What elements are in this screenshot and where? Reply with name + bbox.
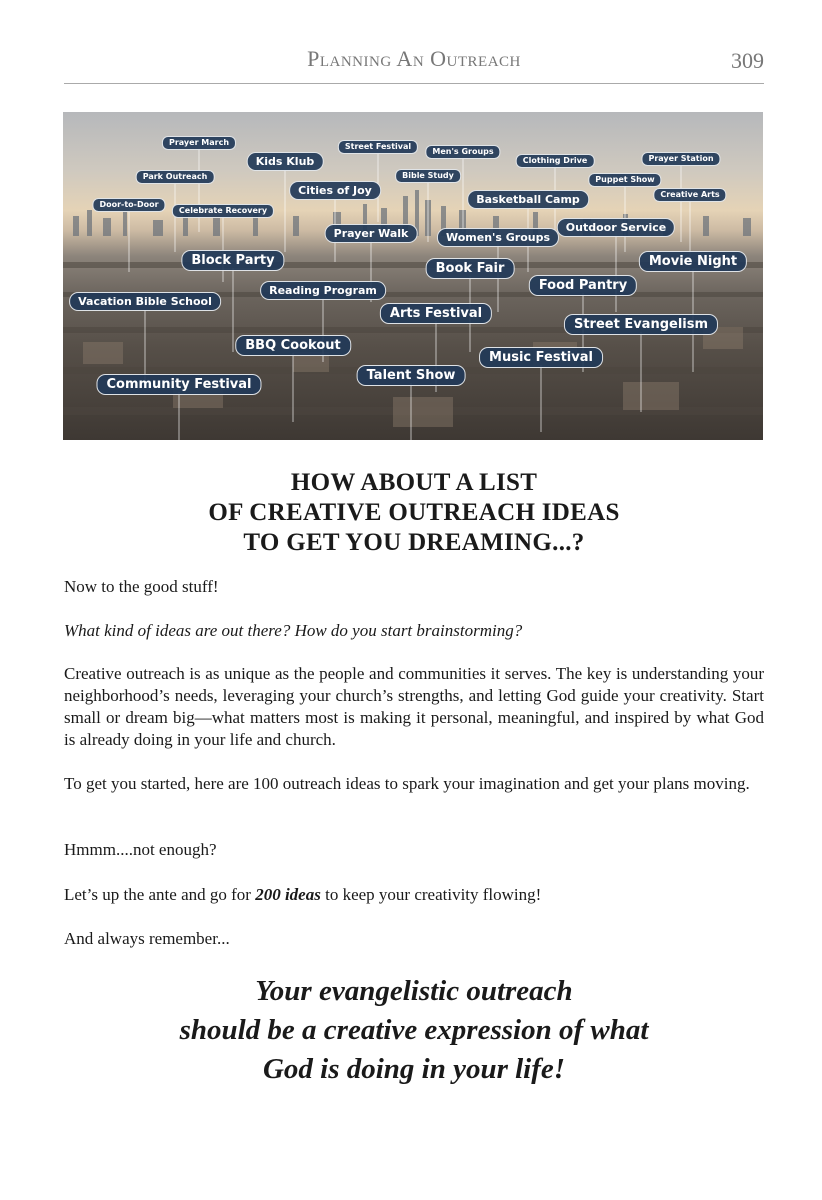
idea-label-prayer-station: Prayer Station (641, 152, 720, 166)
idea-label-movie-night: Movie Night (639, 251, 747, 272)
idea-label-music-festival: Music Festival (479, 347, 603, 368)
callout-line-2: should be a creative expression of what (179, 1014, 649, 1046)
idea-label-bible-study: Bible Study (395, 169, 461, 183)
heading-line-1: HOW ABOUT A LIST (290, 469, 538, 496)
idea-label-block-party: Block Party (181, 250, 284, 271)
heading-line-3: TO GET YOU DREAMING...? (243, 529, 585, 556)
idea-label-street-festival: Street Festival (338, 140, 418, 154)
idea-label-puppet-show: Puppet Show (588, 173, 661, 187)
idea-label-celebrate-recovery: Celebrate Recovery (172, 204, 274, 218)
idea-label-outdoor-service: Outdoor Service (557, 218, 675, 237)
heading-line-2: OF CREATIVE OUTREACH IDEAS (208, 499, 620, 526)
section-heading (64, 468, 764, 558)
idea-label-mens-groups: Men's Groups (425, 145, 500, 159)
idea-label-door-to-door: Door-to-Door (92, 198, 165, 212)
city-aerial-photo (63, 112, 763, 440)
callout-line-3: God is doing in your life! (262, 1053, 566, 1085)
idea-label-prayer-march: Prayer March (162, 136, 236, 150)
page-number: 309 (731, 48, 764, 73)
idea-label-park-outreach: Park Outreach (136, 170, 215, 184)
idea-label-creative-arts: Creative Arts (653, 188, 726, 202)
idea-label-vacation-bible-school: Vacation Bible School (69, 292, 221, 311)
idea-label-clothing-drive: Clothing Drive (516, 154, 595, 168)
idea-label-kids-klub: Kids Klub (247, 152, 324, 171)
paragraph-not-enough: Hmmm....not enough? (64, 840, 217, 859)
idea-label-basketball-camp: Basketball Camp (467, 190, 589, 209)
idea-label-arts-festival: Arts Festival (380, 303, 492, 324)
paragraph-up-the-ante (64, 884, 764, 906)
idea-label-reading-program: Reading Program (260, 281, 386, 300)
running-title: Planning An Outreach (307, 46, 521, 71)
idea-label-prayer-walk: Prayer Walk (325, 224, 418, 243)
ante-text-before: Let’s up the ante and go for (64, 885, 256, 904)
paragraph-remember: And always remember... (64, 929, 230, 948)
callout-quote (64, 972, 764, 1089)
ante-text-after: to keep your creativity flowing! (320, 885, 542, 904)
idea-label-cities-of-joy: Cities of Joy (289, 181, 381, 200)
idea-label-talent-show: Talent Show (357, 365, 466, 386)
paragraph-get-started: To get you started, here are 100 outreach ideas to spark your imagination and get your plans moving. (64, 774, 750, 793)
ante-emphasis: 200 ideas (255, 885, 321, 904)
paragraph-question: What kind of ideas are out there? How do you start brainstorming? (64, 621, 523, 640)
idea-label-food-pantry: Food Pantry (529, 275, 637, 296)
callout-line-1: Your evangelistic outreach (255, 975, 573, 1007)
idea-label-community-festival: Community Festival (96, 374, 261, 395)
paragraph-creative-outreach: Creative outreach is as unique as the people and communities it serves. The key is understanding your neighborhood’s needs, leveraging your church’s strengths, and letting God guide your creativity. Start small or dream big—what matters most is making it personal, meaningful, and inspired by what God is already doing in your life and church. (64, 664, 764, 749)
running-header (64, 42, 764, 82)
paragraph-intro: Now to the good stuff! (64, 577, 219, 596)
idea-label-street-evangelism: Street Evangelism (564, 314, 718, 335)
idea-label-womens-groups: Women's Groups (437, 228, 559, 247)
header-rule (64, 83, 764, 84)
idea-label-book-fair: Book Fair (426, 258, 515, 279)
idea-label-bbq-cookout: BBQ Cookout (235, 335, 351, 356)
